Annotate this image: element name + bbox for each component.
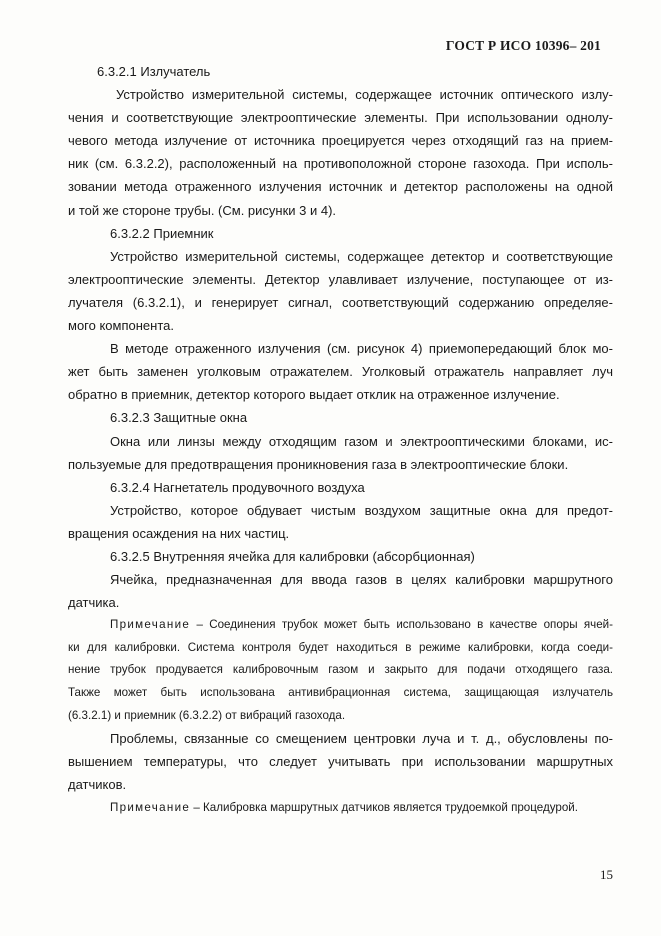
note-text: – Соединения трубок может быть использовано в качестве опоры ячей- [190,618,613,632]
note-text: – Калибровка маршрутных датчиков является трудоемкой процедурой. [190,800,578,814]
text-line: электрооптические элементы. Детектор улавливает излучение, поступающее от из- [68,271,613,287]
note-line: Также может быть использована антивибрационная система, защищающая излучатель [68,686,613,700]
text-line: вышением температуры, что следует учитывать при использовании маршрутных [68,754,613,770]
note-line: нение трубок продувается калибровочным газом и закрыто для подачи отходящего газа. [68,663,613,677]
section-heading: 6.3.2.3 Защитные окна [110,410,248,426]
text-line: Окна или линзы между отходящим газом и электрооптическими блоками, ис- [110,433,613,449]
note-block [68,614,613,727]
section-heading: 6.3.2.1 Излучатель [97,64,211,79]
text-line: мого компонента. [68,318,174,334]
note-block-2 [68,797,613,820]
document-code: ГОСТ Р ИСО 10396– 201 [445,38,601,53]
text-line: вращения осаждения на них частиц. [68,525,290,541]
section-heading: 6.3.2.4 Нагнетатель продувочного воздуха [110,479,365,495]
text-line: Проблемы, связанные со смещением центровки луча и т. д., обусловлены по- [110,731,613,747]
page-number: 15 [600,867,613,882]
text-line: ник (см. 6.3.2.2), расположенный на противоположной стороне газохода. При исполь- [68,156,613,172]
text-line: чения и соответствующие электрооптические элементы. При использовании однолу- [68,110,613,126]
text-line: и той же стороне трубы. (См. рисунки 3 и 4). [68,202,337,218]
note-first-line [68,614,613,637]
section-heading: 6.3.2.2 Приемник [110,225,214,241]
text-line: Ячейка, предназначенная для ввода газов в целях калибровки маршрутного [110,572,613,588]
section-heading: 6.3.2.5 Внутренняя ячейка для калибровки (абсорбционная) [110,548,475,564]
text-line: Устройство измерительной системы, содержащее источник оптического излу- [116,87,613,103]
text-line: зовании метода отраженного излучения источник и детектор расположены на одной [68,179,613,195]
note-line: (6.3.2.1) и приемник (6.3.2.2) от вибраций газохода. [68,708,346,722]
text-line: лучателя (6.3.2.1), и генерирует сигнал, соответствующий содержанию определяе- [68,294,613,310]
text-line: Устройство, которое обдувает чистым воздухом защитные окна для предот- [110,502,613,518]
note-line: ки для калибровки. Система контроля будет находиться в режиме калибровки, когда соеди- [68,640,613,654]
text-line: Устройство измерительной системы, содержащее детектор и соответствующие [110,248,613,264]
text-line: датчиков. [68,777,127,793]
text-line: В методе отраженного излучения (см. рисунок 4) приемопередающий блок мо- [110,341,613,357]
note-label: Примечание [110,618,191,632]
note-label: Примечание [110,800,191,814]
text-line: датчика. [68,595,120,611]
text-line: чевого метода излучение от источника проецируется через отходящий газ на прием- [68,133,613,149]
text-line: жет быть заменен уголковым отражателем. Уголковый отражатель направляет луч [68,364,613,380]
text-line: обратно в приемник, детектор которого выдает отклик на отраженное излучение. [68,387,560,403]
page-content [68,60,613,819]
text-line: пользуемые для предотвращения проникновения газа в электрооптические блоки. [68,456,569,472]
